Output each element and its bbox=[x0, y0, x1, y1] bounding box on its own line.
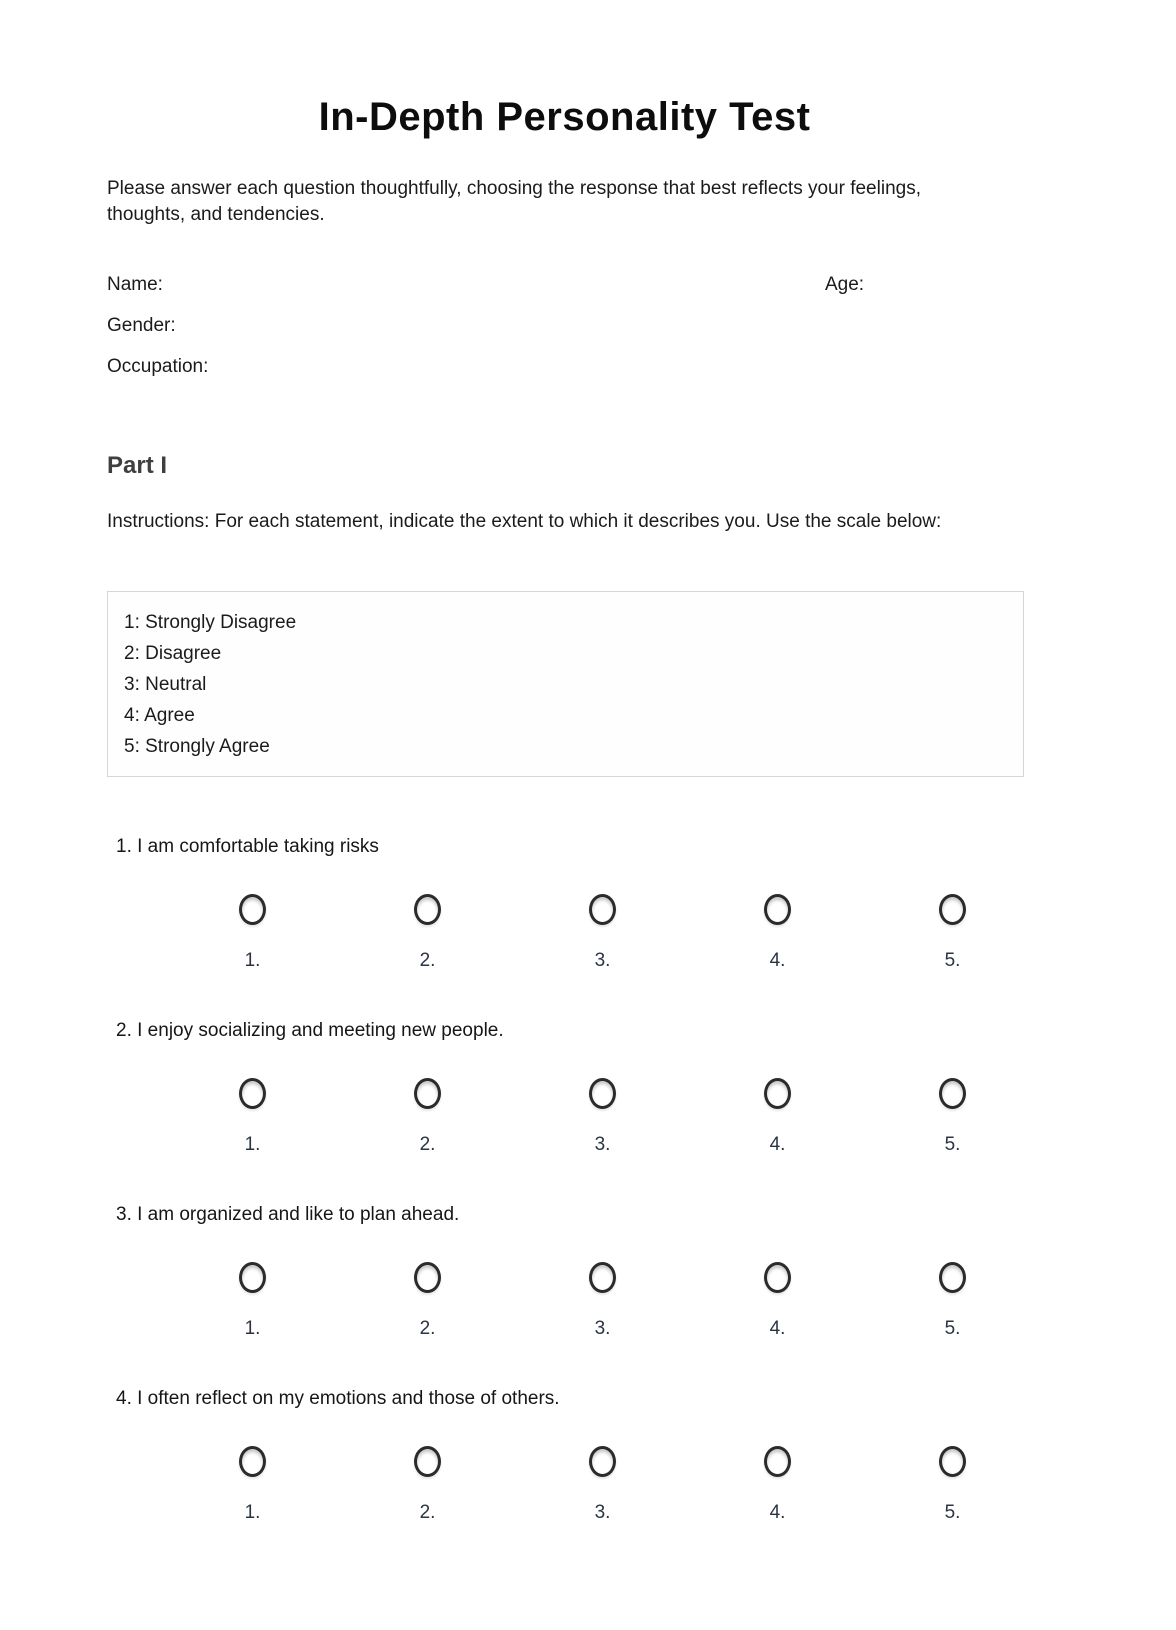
gender-label: Gender: bbox=[107, 315, 176, 336]
rating-number-label: 5. bbox=[944, 1502, 961, 1523]
rating-number-label: 2. bbox=[419, 1318, 436, 1339]
rating-number-label: 5. bbox=[944, 950, 961, 971]
question-text: 3. I am organized and like to plan ahead. bbox=[116, 1204, 460, 1225]
occupation-label: Occupation: bbox=[107, 356, 209, 377]
radio-button-q1-option4[interactable] bbox=[764, 894, 791, 925]
rating-number-label: 1. bbox=[244, 950, 261, 971]
question-2-radio-row bbox=[165, 1078, 1040, 1109]
rating-number-label: 2. bbox=[419, 950, 436, 971]
rating-number-label: 4. bbox=[769, 1318, 786, 1339]
radio-button-q3-option1[interactable] bbox=[239, 1262, 266, 1293]
question-text: 4. I often reflect on my emotions and those of others. bbox=[116, 1388, 560, 1409]
rating-number-label: 1. bbox=[244, 1318, 261, 1339]
question-block-2 bbox=[107, 1019, 1122, 1156]
part1-instructions: Instructions: For each statement, indicate the extent to which it describes you. Use the scale below: bbox=[107, 511, 942, 532]
rating-number-label: 3. bbox=[594, 1134, 611, 1155]
rating-number-label: 4. bbox=[769, 1502, 786, 1523]
scale-legend-item: 3: Neutral bbox=[124, 674, 207, 695]
question-block-1 bbox=[107, 835, 1122, 972]
question-block-4 bbox=[107, 1387, 1122, 1524]
scale-legend-item: 5: Strongly Agree bbox=[124, 736, 270, 757]
radio-button-q3-option5[interactable] bbox=[939, 1262, 966, 1293]
rating-number-label: 2. bbox=[419, 1134, 436, 1155]
page-title: In-Depth Personality Test bbox=[318, 95, 811, 139]
rating-number-label: 3. bbox=[594, 1318, 611, 1339]
gender-row bbox=[107, 315, 1022, 338]
question-4-rating-labels bbox=[165, 1502, 1040, 1524]
respondent-fields bbox=[107, 274, 1022, 379]
radio-button-q2-option3[interactable] bbox=[589, 1078, 616, 1109]
scale-legend-box bbox=[107, 591, 1024, 777]
part1-heading: Part I bbox=[107, 452, 168, 479]
name-label: Name: bbox=[107, 274, 163, 295]
scale-legend-item: 2: Disagree bbox=[124, 643, 222, 664]
rating-number-label: 1. bbox=[244, 1502, 261, 1523]
radio-button-q1-option3[interactable] bbox=[589, 894, 616, 925]
radio-button-q4-option3[interactable] bbox=[589, 1446, 616, 1477]
rating-number-label: 3. bbox=[594, 1502, 611, 1523]
radio-button-q3-option3[interactable] bbox=[589, 1262, 616, 1293]
question-1-rating-labels bbox=[165, 950, 1040, 972]
question-3-rating-labels bbox=[165, 1318, 1040, 1340]
rating-number-label: 2. bbox=[419, 1502, 436, 1523]
rating-number-label: 4. bbox=[769, 1134, 786, 1155]
scale-legend-item: 1: Strongly Disagree bbox=[124, 612, 297, 633]
question-1-radio-row bbox=[165, 894, 1040, 925]
radio-button-q4-option2[interactable] bbox=[414, 1446, 441, 1477]
radio-button-q2-option1[interactable] bbox=[239, 1078, 266, 1109]
question-text: 1. I am comfortable taking risks bbox=[116, 836, 379, 857]
rating-number-label: 3. bbox=[594, 950, 611, 971]
questions-list bbox=[107, 835, 1122, 1524]
radio-button-q3-option2[interactable] bbox=[414, 1262, 441, 1293]
radio-button-q1-option1[interactable] bbox=[239, 894, 266, 925]
occupation-row bbox=[107, 356, 1022, 379]
radio-button-q4-option5[interactable] bbox=[939, 1446, 966, 1477]
rating-number-label: 5. bbox=[944, 1318, 961, 1339]
radio-button-q2-option5[interactable] bbox=[939, 1078, 966, 1109]
radio-button-q4-option4[interactable] bbox=[764, 1446, 791, 1477]
rating-number-label: 5. bbox=[944, 1134, 961, 1155]
intro-text: Please answer each question thoughtfully, choosing the response that best reflects your feelings, thoughts, and tendencies. bbox=[107, 178, 921, 225]
question-block-3 bbox=[107, 1203, 1122, 1340]
rating-number-label: 4. bbox=[769, 950, 786, 971]
question-text: 2. I enjoy socializing and meeting new people. bbox=[116, 1020, 504, 1041]
radio-button-q1-option5[interactable] bbox=[939, 894, 966, 925]
radio-button-q2-option2[interactable] bbox=[414, 1078, 441, 1109]
rating-number-label: 1. bbox=[244, 1134, 261, 1155]
name-age-row bbox=[107, 274, 1022, 297]
radio-button-q2-option4[interactable] bbox=[764, 1078, 791, 1109]
radio-button-q4-option1[interactable] bbox=[239, 1446, 266, 1477]
scale-legend-item: 4: Agree bbox=[124, 705, 195, 726]
question-3-radio-row bbox=[165, 1262, 1040, 1293]
age-label: Age: bbox=[825, 274, 865, 295]
question-2-rating-labels bbox=[165, 1134, 1040, 1156]
radio-button-q1-option2[interactable] bbox=[414, 894, 441, 925]
question-4-radio-row bbox=[165, 1446, 1040, 1477]
radio-button-q3-option4[interactable] bbox=[764, 1262, 791, 1293]
